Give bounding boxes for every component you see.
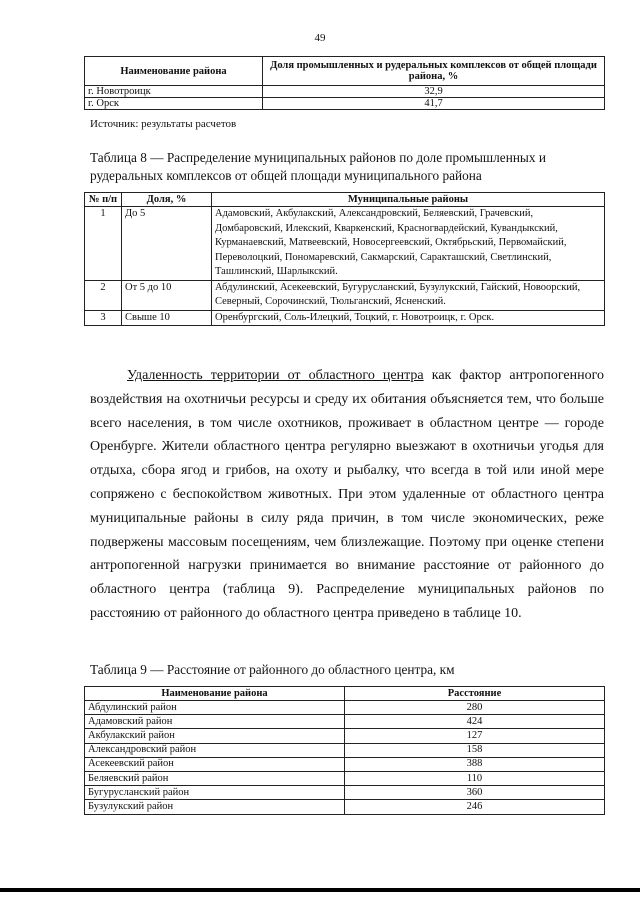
table-row (85, 207, 605, 281)
table-row (85, 786, 605, 800)
district-cell: Адамовский район (85, 715, 345, 729)
district-cell: Абдулинский район (85, 701, 345, 715)
table8-caption: Таблица 8 — Распределение муниципальных районов по доле промышленных и рудеральных комплексов от общей площади муниципального района (90, 150, 546, 183)
distance-cell: 424 (345, 715, 605, 729)
source-note: Источник: результаты расчетов (90, 118, 237, 130)
table-row (85, 715, 605, 729)
distance-cell: 388 (345, 757, 605, 771)
districts-cell: Оренбургский, Соль-Илецкий, Тоцкий, г. Новотроицк, г. Орск. (212, 310, 605, 326)
row-number-cell: 2 (85, 280, 122, 310)
table-row (85, 310, 605, 326)
distance-cell: 127 (345, 729, 605, 743)
share-range-cell: До 5 (122, 207, 212, 281)
district-cell: Бугурусланский район (85, 786, 345, 800)
share-range-cell: От 5 до 10 (122, 280, 212, 310)
page-number: 49 (314, 32, 326, 44)
table-row (85, 701, 605, 715)
table-header-row (85, 687, 605, 701)
table-header-row (85, 57, 605, 86)
paragraph-lead: Удаленность территории от областного центра (127, 368, 424, 383)
column-header-share: Доля, % (122, 193, 212, 207)
table-row (85, 280, 605, 310)
district-cell: Бузулукский район (85, 800, 345, 814)
district-cell: Акбулакский район (85, 729, 345, 743)
district-cell: г. Орск (85, 98, 263, 110)
district-cell: Беляевский район (85, 771, 345, 785)
distance-cell: 360 (345, 786, 605, 800)
row-number-cell: 3 (85, 310, 122, 326)
table9 (84, 686, 605, 815)
table9-caption: Таблица 9 — Расстояние от районного до областного центра, км (90, 662, 455, 677)
column-header-district: Наименование района (85, 687, 345, 701)
district-cell: Александровский район (85, 743, 345, 757)
district-cell: Асекеевский район (85, 757, 345, 771)
table-row (85, 771, 605, 785)
share-cell: 32,9 (263, 86, 605, 98)
distance-cell: 110 (345, 771, 605, 785)
table-header-row (85, 193, 605, 207)
districts-cell: Абдулинский, Асекеевский, Бугурусланский, Бузулукский, Гайский, Новоорский, Северный, Сорочинский, Тюльганский, Ясненский. (212, 280, 605, 310)
column-header-districts: Муниципальные районы (212, 193, 605, 207)
column-header-number: № п/п (85, 193, 122, 207)
table-row (85, 98, 605, 110)
table-row (85, 743, 605, 757)
share-range-cell: Свыше 10 (122, 310, 212, 326)
table-row (85, 800, 605, 814)
districts-cell: Адамовский, Акбулакский, Александровский, Беляевский, Грачевский, Домбаровский, Илекский, Кваркенский, Красногвардейский, Кувандыкский, Курманаевский, Матвеевский, Новосергеевский, Октябрьский, Первомайский, Переволоцкий, Пономаревский, Сакмарский, Саракташский, Светлинский, Ташлинский, Шарлыкский. (212, 207, 605, 281)
distance-cell: 280 (345, 701, 605, 715)
table8 (84, 192, 605, 326)
column-header-share: Доля промышленных и рудеральных комплексов от общей площади района, % (263, 57, 605, 86)
distance-cell: 158 (345, 743, 605, 757)
paragraph-text: как фактор антропогенного воздействия на охотничьи ресурсы и среду их обитания объясняется тем, что больше всего населения, в том числе охотников, проживает в областном центре — городе Оренбурге. Жители областного центра регулярно выезжают в охотничьи угодья для отдыха, сбора ягод и грибов, на охоту и рыбалку, что всегда в той или иной мере сопряжено с беспокойством животных. При этом удаленные от областного центра муниципальные районы в силу ряда причин, в том числе экономических, реже подвержены массовым посещениям, чем близлежащие. Поэтому при оценке степени антропогенной нагрузки принимается во внимание расстояние от районного до областного центра (таблица 9). Распределение муниципальных районов по расстоянию от районного до областного центра приведено в таблице 10. (90, 368, 604, 621)
column-header-distance: Расстояние (345, 687, 605, 701)
share-cell: 41,7 (263, 98, 605, 110)
body-paragraph (90, 364, 604, 626)
column-header-district: Наименование района (85, 57, 263, 86)
bottom-border (0, 888, 640, 892)
table-row (85, 729, 605, 743)
row-number-cell: 1 (85, 207, 122, 281)
table-row (85, 757, 605, 771)
distance-cell: 246 (345, 800, 605, 814)
table-row (85, 86, 605, 98)
district-cell: г. Новотроицк (85, 86, 263, 98)
share-table-continued (84, 56, 605, 110)
